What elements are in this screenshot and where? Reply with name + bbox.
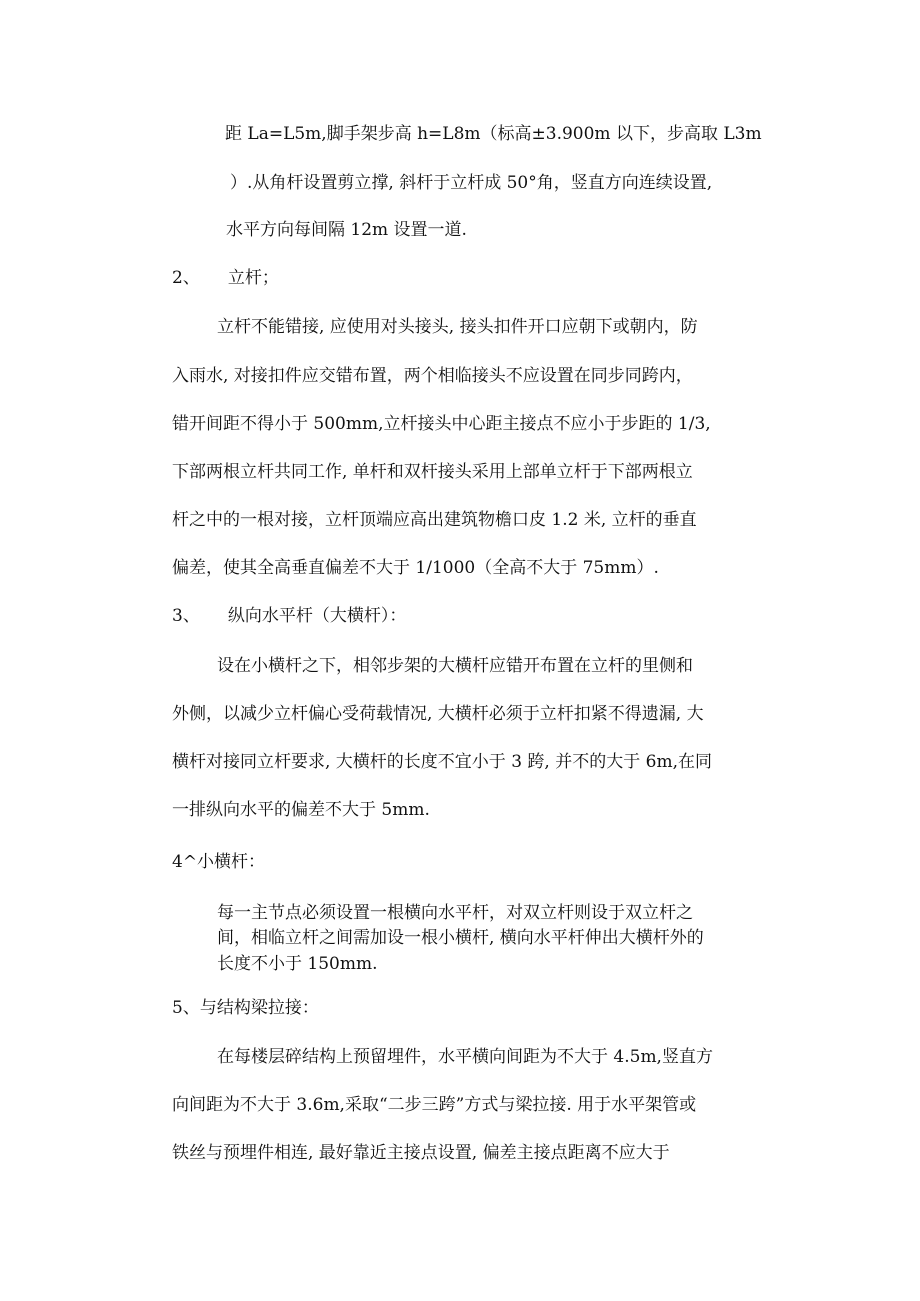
section-number: 3、: [172, 606, 200, 626]
paragraph-line: 每一主节点必须设置一根横向水平杆，对双立杆则设于双立杆之: [217, 903, 693, 923]
section-heading-2: [172, 266, 279, 290]
paragraph-line: 在每楼层碎结构上预留埋件，水平横向间距为不大于 4.5m,竖直方: [217, 1047, 713, 1067]
paragraph-line: 杆之中的一根对接，立杆顶端应高出建筑物檐口皮 1.2 米, 立杆的垂直: [172, 510, 697, 530]
paragraph-line: 间，相临立杆之间需加设一根小横杆, 横向水平杆伸出大横杆外的: [217, 928, 704, 948]
section-title: 纵向水平杆（大横杆）：: [227, 606, 407, 626]
paragraph-line: 一排纵向水平的偏差不大于 5mm.: [172, 800, 430, 820]
paragraph-line: 设在小横杆之下，相邻步架的大横杆应错开布置在立杆的里侧和: [217, 656, 693, 676]
paragraph-line: 入雨水, 对接扣件应交错布置，两个相临接头不应设置在同步同跨内，: [172, 366, 693, 386]
paragraph-line: ）.从角杆设置剪立撑, 斜杆于立杆成 50°角，竖直方向连续设置,: [230, 173, 713, 193]
paragraph-line: 下部两根立杆共同工作, 单杆和双杆接头采用上部单立杆于下部两根立: [172, 462, 693, 482]
section-heading-4: 4^小横杆：: [172, 852, 266, 872]
section-title: 立杆；: [227, 268, 279, 288]
paragraph-line: 铁丝与预埋件相连, 最好靠近主接点设置, 偏差主接点距离不应大于: [172, 1143, 670, 1163]
section-heading-3: [172, 604, 406, 628]
paragraph-line: 水平方向每间隔 12m 设置一道.: [226, 220, 467, 240]
paragraph-line: 长度不小于 150mm.: [217, 954, 378, 974]
section-number: 2、: [172, 268, 200, 288]
section-heading-5: 5、与结构梁拉接：: [172, 998, 319, 1018]
paragraph-line: 外侧，以减少立杆偏心受荷载情况, 大横杆必须于立杆扣紧不得遗漏, 大: [172, 704, 704, 724]
paragraph-line: 偏差，使其全高垂直偏差不大于 1/1000（全高不大于 75mm）.: [172, 558, 659, 578]
paragraph-line: 横杆对接同立杆要求, 大横杆的长度不宜小于 3 跨, 并不的大于 6m,在同: [172, 752, 712, 772]
paragraph-line: 立杆不能错接, 应使用对头接头, 接头扣件开口应朝下或朝内，防: [217, 317, 698, 337]
paragraph-line: 错开间距不得小于 500mm,立杆接头中心距主接点不应小于步距的 1/3,: [172, 414, 711, 434]
paragraph-line: 距 La=L5m,脚手架步高 h=L8m（标高±3.900m 以下，步高取 L3m: [225, 124, 762, 144]
paragraph-line: 向间距为不大于 3.6m,采取“二步三跨”方式与梁拉接. 用于水平架管或: [172, 1095, 697, 1115]
